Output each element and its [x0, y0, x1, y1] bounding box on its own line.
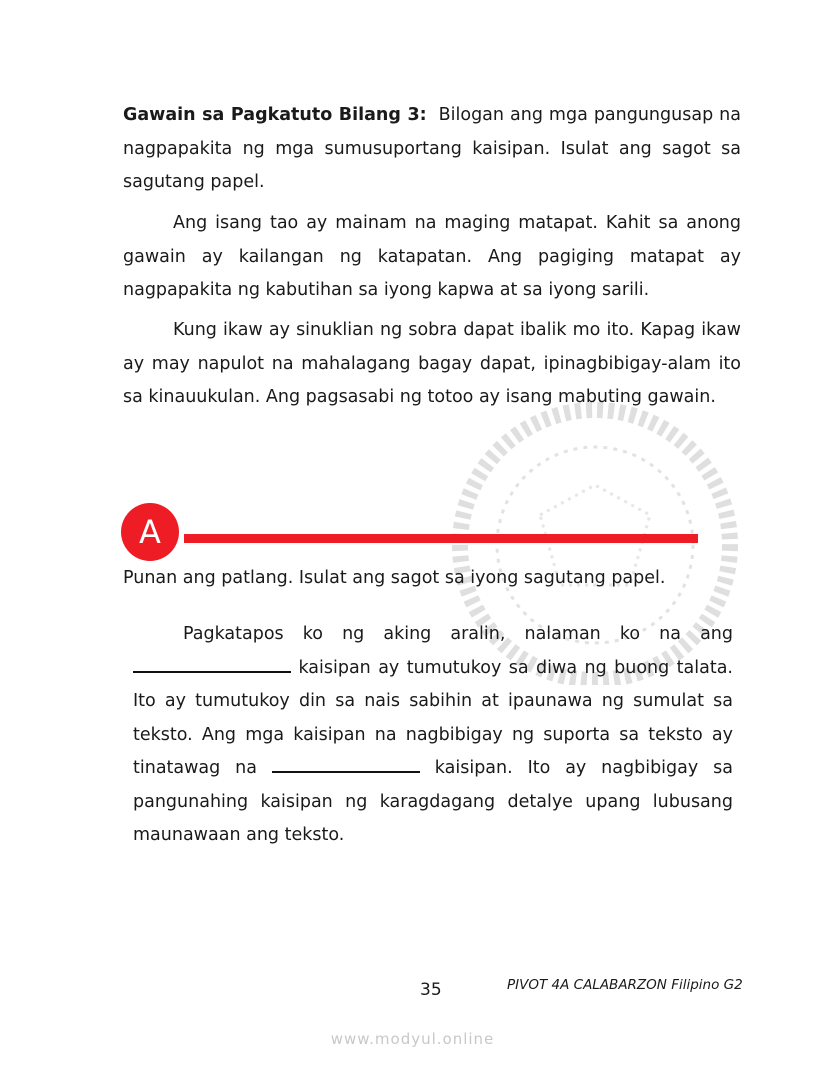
section-a-badge: A	[121, 503, 179, 561]
fill-text-2: kaisipan ay tumutukoy sa diwa ng buong talata. Ito ay tumutukoy din sa nais sabihin at ipaunawa ng sumulat sa teksto. Ang mga kaisipan na nagbibigay ng suporta sa teksto ay tinatawag na	[133, 657, 733, 778]
website-watermark: www.modyul.online	[330, 1030, 495, 1048]
passage-paragraph-1: Ang isang tao ay mainam na maging matapat. Kahit sa anong gawain ay kailangan ng katapatan. Ang pagiging matapat ay nagpapakita ng kabutihan sa iyong kapwa at sa iyong sarili.	[123, 213, 741, 300]
activity-heading: Gawain sa Pagkatuto Bilang 3:	[123, 105, 427, 125]
fill-text-3: kaisipan. Ito ay nagbibigay sa pangunahing kaisipan ng karagdagang detalye upang lubusang maunawaan ang teksto.	[133, 758, 733, 845]
series-label: PIVOT 4A CALABARZON Filipino G2	[507, 977, 743, 993]
fill-text-1: Pagkatapos ko ng aking aralin, nalaman ko na ang	[183, 624, 733, 644]
section-divider-bar	[184, 534, 698, 543]
answer-blank-2[interactable]	[272, 756, 420, 774]
activity-instruction-text: Bilogan ang mga pangungusap na nagpapakita ng mga sumusuportang kaisipan. Isulat ang sagot sa sagutang papel.	[123, 105, 741, 192]
fill-in-paragraph	[133, 618, 733, 853]
section-a-instruction: Punan ang patlang. Isulat ang sagot sa iyong sagutang papel.	[123, 568, 666, 588]
page-number: 35	[420, 980, 442, 1000]
answer-blank-1[interactable]	[133, 655, 291, 673]
activity-instructions	[123, 99, 741, 200]
passage-paragraph-2: Kung ikaw ay sinuklian ng sobra dapat ibalik mo ito. Kapag ikaw ay may napulot na mahalagang bagay dapat, ipinagbibigay-alam ito sa kinauukulan. Ang pagsasabi ng totoo ay isang mabuting gawain.	[123, 320, 741, 407]
